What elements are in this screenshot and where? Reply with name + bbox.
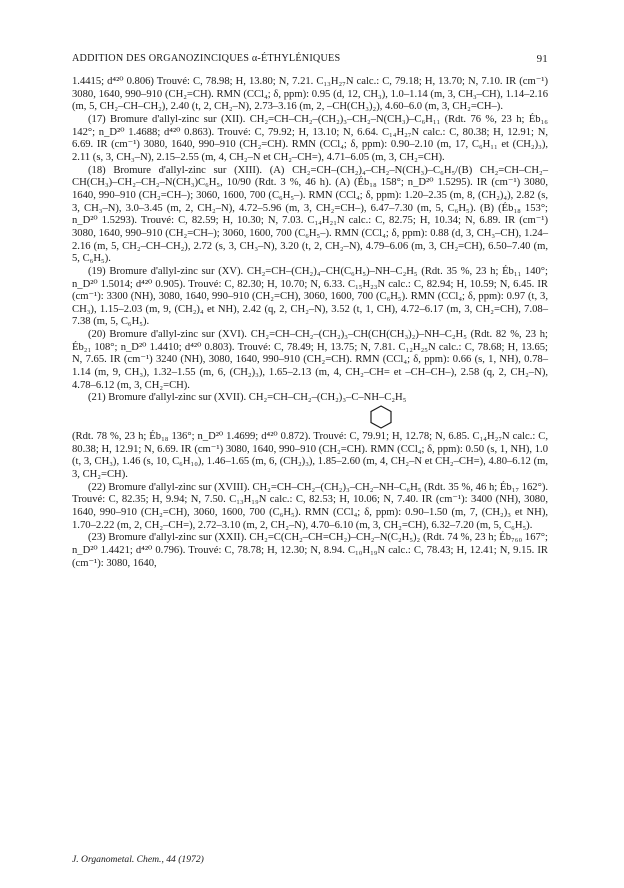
paragraph-23: (23) Bromure d'allyl-zinc sur (XXII). CH₂=C(CH₂–CH=CH₂)–CH₂–N(C₂H₅)₂ (Rdt. 74 %, 23 h; Éb₇₆₀ 167°; n_D²⁰ 1.4421; d⁴²⁰ 0.796). Trouvé: C, 78.78; H, 12.30; N, 8.94. C₁₀H₁₉N calc.: C, 78.43; H, 12.41; N, 9.15. IR (cm⁻¹): 3080, 1640, bbox=[72, 532, 548, 569]
running-header bbox=[72, 53, 548, 67]
article-body bbox=[72, 76, 548, 570]
cyclohexane-ring-icon bbox=[369, 405, 393, 429]
paragraph-20: (20) Bromure d'allyl-zinc sur (XVI). CH₂=CH–CH₂–(CH₂)₃–CH(CH(CH₃)₂)–NH–C₂H₅ (Rdt. 82 %, 23 h; Éb₂₁ 108°; n_D²⁰ 1.4410; d⁴²⁰ 0.803). Trouvé: C, 78.49; H, 13.75; N, 7.81. C₁₂H₂₅N calc.: C, 78.68; H, 13.65; N, 7.65. IR (cm⁻¹) 3240 (NH), 3080, 1640, 990–910 (CH₂=CH). RMN (CCl₄; δ, ppm): 0.66 (s, 1, NH), 0.78–1.14 (m, 9, CH₃), 1.32–1.55 (m, 6, (CH₂)₃), 1.65–2.13 (m, 4, CH₂–CH= et –CH–CH–), 2.58 (q, 2, CH₂–N), 4.78–6.12 (m, 3, CH₂=CH). bbox=[72, 329, 548, 391]
paragraph-21-formula: (21) Bromure d'allyl-zinc sur (XVII). CH₂=CH–CH₂–(CH₂)₃–C–NH–C₂H₅ bbox=[88, 392, 407, 404]
paragraph-19: (19) Bromure d'allyl-zinc sur (XV). CH₂=CH–(CH₂)₄–CH(C₆H₅)–NH–C₂H₅ (Rdt. 35 %, 23 h; Éb₁₁ 140°; n_D²⁰ 1.5014; d⁴²⁰ 0.905). Trouvé: C, 82.30; H, 10.70; N, 6.33. C₁₅H₂₃N calc.: C, 82.94; H, 10.59; N, 6.45. IR (cm⁻¹): 3300 (NH), 3080, 1640, 990–910 (CH₂=CH), 3060, 1600, 700 (C₆H₅). RMN (CCl₄; δ, ppm): 0.97 (t, 3, CH₃), 1.15–2.03 (m, 9, (CH₂)₄ et NH), 2.42 (q, 2, CH₂–N), 3.52 (t, 1, CH), 4.72–6.17 (m, 3, CH₂=CH), 7.08–7.38 (m, 5, C₆H₅). bbox=[72, 265, 548, 328]
paragraph-16-continued: 1.4415; d⁴²⁰ 0.806) Trouvé: C, 78.98; H, 13.80; N, 7.21. C₁₃H₂₇N calc.: C, 79.18; H, 13.70; N, 7.10. IR (cm⁻¹) 3080, 1640, 990–910 (CH₂=CH). RMN (CCl₄; δ, ppm): 0.95 (d, 12, CH₃), 1.0–1.14 (m, 3, CH₃–CH), 1.14–2.16 (m, 5, CH₂–CH–CH₂), 2.40 (t, 2, CH₂–N), 2.73–3.16 (m, 2, –CH(CH₃)₂), 4.60–6.0 (m, 3, CH₂=CH–). bbox=[72, 76, 548, 113]
running-title: ADDITION DES ORGANOZINCIQUES α-ÉTHYLÉNIQUES bbox=[72, 53, 341, 64]
paragraph-17: (17) Bromure d'allyl-zinc sur (XII). CH₂=CH–CH₂–(CH₂)₃–CH₂–N(CH₃)–C₆H₁₁ (Rdt. 76 %, 23 h; Éb₁₆ 142°; n_D²⁰ 1.4688; d⁴²⁰ 0.863). Trouvé: C, 79.92; H, 13.10; N, 6.64. C₁₄H₂₇N calc.: C, 80.38; H, 12.91; N, 6.69. IR (cm⁻¹) 3080, 1640, 990–910 (CH₂=CH). RMN (CCl₄; δ, ppm): 0.90–2.10 (m, 17, C₆H₁₁ et (CH₂)₃), 2.11 (s, 3, CH₃–N), 2.15–2.55 (m, 4, CH₂–N et CH₂–CH=), 4.71–6.05 (m, 3, CH₂=CH). bbox=[72, 113, 548, 163]
paragraph-22: (22) Bromure d'allyl-zinc sur (XVIII). CH₂=CH–CH₂–(CH₂)₃–CH₂–NH–C₆H₅ (Rdt. 35 %, 46 h; Éb₁₇ 162°). Trouvé: C, 82.35; H, 9.94; N, 7.50. C₁₃H₁₉N calc.: C, 82.53; H, 10.06; N, 7.40. IR (cm⁻¹): 3400 (NH), 3080, 1640, 990–910 (CH₂=CH), 3060, 1600, 700 (C₆H₅). RMN (CCl₄; δ, ppm): 0.90–1.50 (m, 7, (CH₂)₃ et NH), 1.70–2.22 (m, 2, CH₂–CH=), 2.72–3.10 (m, 2, CH₂–N), 4.70–6.10 (m, 3, CH₂=CH), 6.32–7.20 (m, 5, C₆H₅). bbox=[72, 481, 548, 531]
cyclohexane-ring-line bbox=[72, 405, 548, 431]
paragraph-18: (18) Bromure d'allyl-zinc sur (XIII). (A) CH₂=CH–(CH₂)₄–CH₂–N(CH₃)–C₆H₅/(B) CH₂=CH–CH₂–CH(CH₃)–CH₂–CH₂–N(CH₃)C₆H₅, 10/90 (Rdt. 3 %, 46 h). (A) (Éb₁₈ 158°; n_D²⁰ 1.5295). IR (cm⁻¹) 3080, 1640, 990–910 (CH₂=CH–); 3060, 1600, 700 (C₆H₅–). RMN (CCl₄; δ, ppm): 1.20–2.35 (m, 8, (CH₂)₄), 2.82 (s, 3, CH₃–N), 3.0–3.45 (m, 2, CH₂–N), 4.72–5.96 (m, 3, CH₂=CH–), 6.47–7.30 (m, 5, C₆H₅). (B) (Éb₁₈ 153°; n_D²⁰ 1.5293). Trouvé: C, 82.59; H, 10.30; N, 7.03. C₁₄H₂₁N calc.: C, 82.75; H, 10.34; N, 6.89. IR (cm⁻¹) 3080, 1640, 990–910 (CH₂=CH–); 3060, 1600, 700 (C₆H₅–). RMN (CCl₄; δ, ppm): 0.88 (d, 3, CH₃–CH), 1.24–2.16 (m, 5, CH₂–CH–CH₂), 2.72 (s, 3, CH₃–N), 3.20 (t, 2, CH₂–N), 4.79–6.06 (m, 3, CH₂=CH), 6.50–7.40 (m, 5, C₆H₅). bbox=[72, 164, 548, 265]
page-number: 91 bbox=[536, 53, 548, 65]
paragraph-21-data: (Rdt. 78 %, 23 h; Éb₁₈ 136°; n_D²⁰ 1.4699; d⁴²⁰ 0.872). Trouvé: C, 79.91; H, 12.78; N, 6.85. C₁₄H₂₇N calc.: C, 80.38; H, 12.91; N, 6.69. IR (cm⁻¹) 3080, 1640, 990–910 (CH₂=CH). RMN (CCl₄; δ, ppm): 0.50 (s, 1, NH), 1.0 (t, 3, CH₃), 1.46 (s, 10, C₆H₁₀), 1.46–1.65 (m, 6, (CH₂)₃), 1.85–2.60 (m, 4, CH₂–N et CH₂–CH=), 4.80–6.12 (m, 3, CH₂=CH). bbox=[72, 431, 548, 481]
journal-citation: J. Organometal. Chem., 44 (1972) bbox=[72, 854, 204, 865]
